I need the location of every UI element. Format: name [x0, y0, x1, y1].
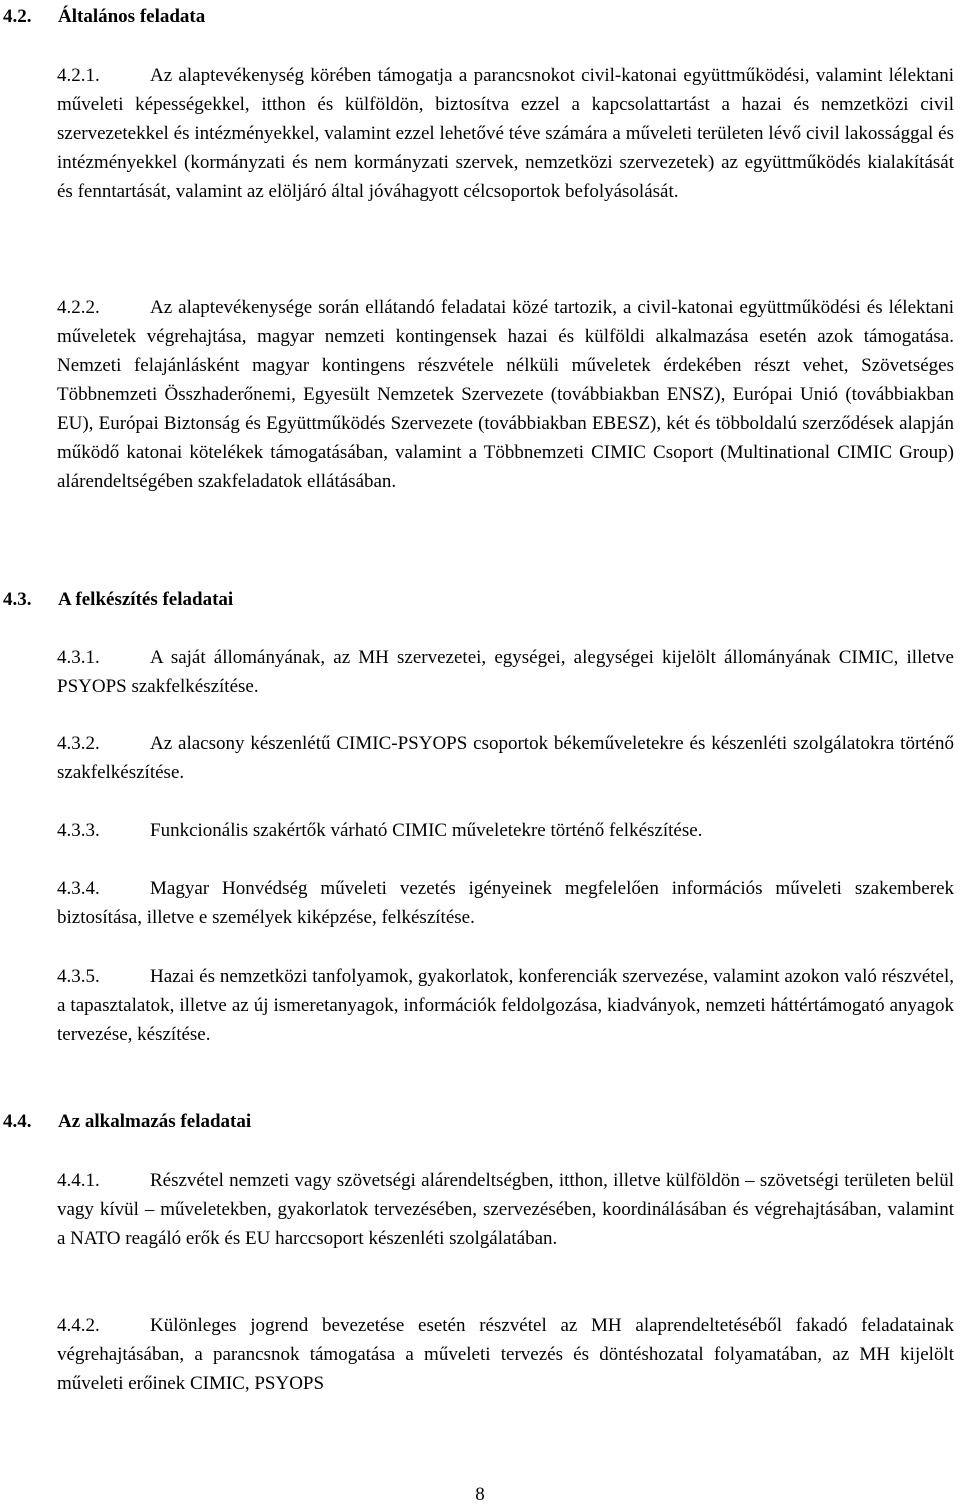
paragraph-text: Az alacsony készenlétű CIMIC-PSYOPS csoportok békeműveletekre és készenléti szolgálatokra történő szakfelkészítése. [57, 733, 954, 783]
paragraph-4-4-1 [57, 1166, 954, 1253]
paragraph-number: 4.3.2. [57, 733, 100, 754]
paragraph-4-3-3 [57, 816, 954, 845]
paragraph-number: 4.2.2. [57, 297, 100, 318]
paragraph-text: Funkcionális szakértők várható CIMIC műveletekre történő felkészítése. [150, 820, 703, 841]
page-number: 8 [475, 1484, 485, 1505]
paragraph-number: 4.3.3. [57, 820, 100, 841]
paragraph-text: Az alaptevékenység körében támogatja a parancsnokot civil-katonai együttműködési, valamint lélektani műveleti képességekkel, itthon és külföldön, biztosítva ezzel a kapcsolattartást a hazai és nemzetközi civil szervezetekkel és intézményekkel, valamint ezzel lehetővé téve számára a műveleti területen lévő civil lakossággal és intézményekkel (kormányzati és nem kormányzati szervek, nemzetközi szervezetek) az együttműködés kialakítását és fenntartását, valamint az elöljáró által jóváhagyott célcsoportok befolyásolását. [57, 65, 954, 202]
heading-number: 4.4. [3, 1111, 32, 1132]
paragraph-text: Részvétel nemzeti vagy szövetségi alárendeltségben, itthon, illetve külföldön – szövetségi területen belül vagy kívül – műveletekben, gyakorlatok tervezésében, szervezésében, koordinálásában és végrehajtásában, valamint a NATO reagáló erők és EU harccsoport készenléti szolgálatában. [57, 1170, 954, 1249]
paragraph-number: 4.3.5. [57, 966, 100, 987]
paragraph-number: 4.2.1. [57, 65, 100, 86]
paragraph-4-2-1 [57, 61, 954, 206]
paragraph-4-2-2 [57, 293, 954, 496]
paragraph-text: Magyar Honvédség műveleti vezetés igényeinek megfelelően információs műveleti szakemberek biztosítása, illetve e személyek kiképzése, felkészítése. [57, 878, 954, 928]
heading-number: 4.3. [3, 589, 32, 610]
paragraph-4-4-2 [57, 1311, 954, 1398]
paragraph-number: 4.4.1. [57, 1170, 100, 1191]
paragraph-4-3-2 [57, 729, 954, 787]
paragraph-number: 4.4.2. [57, 1315, 100, 1336]
section-heading-4-3 [3, 585, 233, 614]
heading-title: A felkészítés feladatai [58, 589, 234, 610]
paragraph-4-3-1 [57, 643, 954, 701]
heading-title: Általános feladata [58, 6, 206, 27]
heading-number: 4.2. [3, 6, 32, 27]
paragraph-text: Különleges jogrend bevezetése esetén részvétel az MH alaprendeltetéséből fakadó feladatainak végrehajtásában, a parancsnok támogatása a műveleti tervezés és döntéshozatal folyamatában, az MH kijelölt műveleti erőinek CIMIC, PSYOPS [57, 1315, 954, 1394]
paragraph-text: Hazai és nemzetközi tanfolyamok, gyakorlatok, konferenciák szervezése, valamint azokon való részvétel, a tapasztalatok, illetve az új ismeretanyagok, információk feldolgozása, kiadványok, nemzeti háttértámogató anyagok tervezése, készítése. [57, 966, 954, 1045]
paragraph-text: Az alaptevékenysége során ellátandó feladatai közé tartozik, a civil-katonai együttműködési és lélektani műveletek végrehajtása, magyar nemzeti kontingensek hazai és külföldi alkalmazása esetén azok támogatása. Nemzeti felajánlásként magyar kontingens részvétele nélküli műveletek érdekében részt vehet, Szövetséges Többnemzeti Összhaderőnemi, Egyesült Nemzetek Szervezete (továbbiakban ENSZ), Európai Unió (továbbiakban EU), Európai Biztonság és Együttműködés Szervezete (továbbiakban EBESZ), két és többoldalú szerződések alapján működő katonai kötelékek támogatásában, valamint a Többnemzeti CIMIC Csoport (Multinational CIMIC Group) alárendeltségében szakfeladatok ellátásában. [57, 297, 954, 492]
section-heading-4-2 [3, 2, 205, 31]
paragraph-number: 4.3.4. [57, 878, 100, 899]
paragraph-text: A saját állományának, az MH szervezetei, egységei, alegységei kijelölt állományának CIMIC, illetve PSYOPS szakfelkészítése. [57, 647, 954, 697]
paragraph-number: 4.3.1. [57, 647, 100, 668]
paragraph-4-3-4 [57, 874, 954, 932]
heading-title: Az alkalmazás feladatai [58, 1111, 252, 1132]
section-heading-4-4 [3, 1107, 251, 1136]
paragraph-4-3-5 [57, 962, 954, 1049]
